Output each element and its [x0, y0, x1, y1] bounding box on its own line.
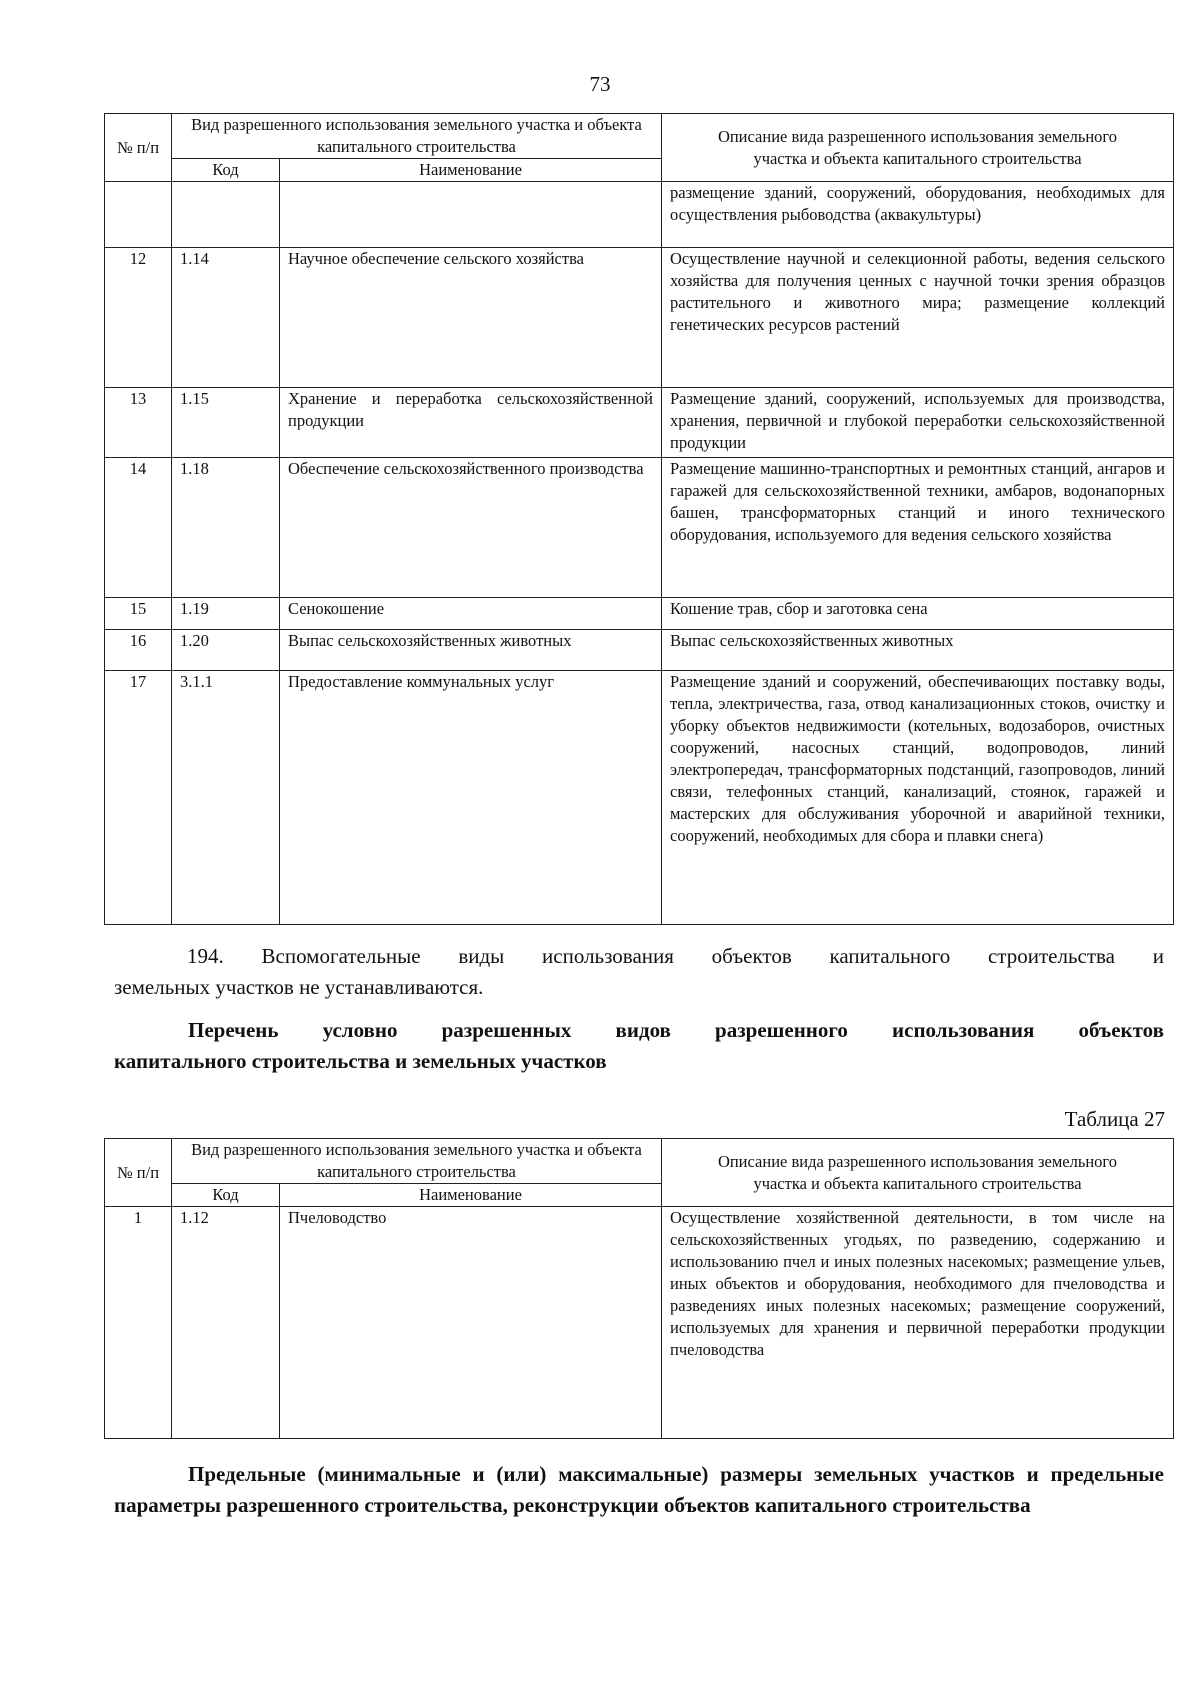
row-number: 1	[105, 1207, 172, 1439]
row-description: Кошение трав, сбор и заготовка сена	[662, 598, 1174, 630]
row-number: 16	[105, 630, 172, 671]
row-code	[172, 182, 280, 248]
row-description: Осуществление научной и селекционной работы, ведения сельского хозяйства для получения ценных с научной точки зрения образцов растительного и животного мира; размещение коллекций генетических ресурсов растений	[662, 248, 1174, 388]
row-name: Предоставление коммунальных услуг	[280, 671, 662, 925]
row-number: 12	[105, 248, 172, 388]
table-row	[105, 388, 1174, 458]
row-name: Хранение и переработка сельскохозяйственной продукции	[280, 388, 662, 458]
row-number: 17	[105, 671, 172, 925]
table-row	[105, 598, 1174, 630]
header-num: № п/п	[105, 1139, 172, 1207]
row-description: Осуществление хозяйственной деятельности, в том числе на сельскохозяйственных угодьях, по разведению, содержанию и использованию пчел и иных полезных насекомых; размещение ульев, иных объектов и оборудования, необходимого для пчеловодства и разведениях иных полезных насекомых; размещение сооружений, используемых для хранения и первичной переработки продукции пчеловодства	[662, 1207, 1174, 1439]
header-num: № п/п	[105, 114, 172, 182]
row-code: 1.18	[172, 458, 280, 598]
row-code: 1.19	[172, 598, 280, 630]
header-name: Наименование	[280, 159, 662, 182]
row-number: 14	[105, 458, 172, 598]
table-caption: Таблица 27	[1064, 1107, 1165, 1131]
page-number: 73	[589, 72, 611, 96]
row-description: размещение зданий, сооружений, оборудования, необходимых для осуществления рыбоводства (аквакультуры)	[662, 182, 1174, 248]
header-desc: Описание вида разрешенного использования земельного участка и объекта капитального строительства	[662, 114, 1174, 182]
header-vid: Вид разрешенного использования земельного участка и объекта капитального строительства	[172, 1139, 662, 1184]
row-number: 13	[105, 388, 172, 458]
table-row	[105, 671, 1174, 925]
row-code: 3.1.1	[172, 671, 280, 925]
row-description: Размещение машинно-транспортных и ремонтных станций, ангаров и гаражей для сельскохозяйственной техники, амбаров, водонапорных башен, трансформаторных станций и иного технического оборудования, используемого для ведения сельского хозяйства	[662, 458, 1174, 598]
row-name: Сенокошение	[280, 598, 662, 630]
heading-limits: Предельные (минимальные и (или) максимальные) размеры земельных участков и предельные параметры разрешенного строительства, реконструкции объектов капитального строительства	[114, 1462, 1164, 1517]
row-name: Научное обеспечение сельского хозяйства	[280, 248, 662, 388]
row-name	[280, 182, 662, 248]
conditional-uses-table	[104, 1138, 1174, 1439]
table-row	[105, 1207, 1174, 1439]
header-desc: Описание вида разрешенного использования земельного участка и объекта капитального строительства	[662, 1139, 1174, 1207]
row-description: Размещение зданий и сооружений, обеспечивающих поставку воды, тепла, электричества, газа, отвод канализационных стоков, очистку и уборку объектов недвижимости (котельных, водозаборов, очистных сооружений, насосных станций, водопроводов, линий электропередач, трансформаторных подстанций, газопроводов, линий связи, телефонных станций, канализаций, стоянок, гаражей и мастерских для обслуживания уборочной и аварийной техники, сооружений, необходимых для сбора и плавки снега)	[662, 671, 1174, 925]
table-row	[105, 630, 1174, 671]
permitted-uses-table	[104, 113, 1174, 925]
header-name: Наименование	[280, 1184, 662, 1207]
row-name: Обеспечение сельскохозяйственного производства	[280, 458, 662, 598]
row-name: Выпас сельскохозяйственных животных	[280, 630, 662, 671]
header-kod: Код	[172, 1184, 280, 1207]
row-code: 1.14	[172, 248, 280, 388]
heading-conditional-uses: Перечень условно разрешенных видов разрешенного использования объектов капитального строительства и земельных участков	[114, 1018, 1164, 1073]
row-description: Размещение зданий, сооружений, используемых для производства, хранения, первичной и глубокой переработки сельскохозяйственной продукции	[662, 388, 1174, 458]
row-code: 1.20	[172, 630, 280, 671]
row-code: 1.12	[172, 1207, 280, 1439]
row-description: Выпас сельскохозяйственных животных	[662, 630, 1174, 671]
table-row	[105, 182, 1174, 248]
row-code: 1.15	[172, 388, 280, 458]
header-kod: Код	[172, 159, 280, 182]
row-number: 15	[105, 598, 172, 630]
table-row	[105, 248, 1174, 388]
row-number	[105, 182, 172, 248]
header-vid: Вид разрешенного использования земельного участка и объекта капитального строительства	[172, 114, 662, 159]
table-row	[105, 458, 1174, 598]
row-name: Пчеловодство	[280, 1207, 662, 1439]
paragraph-194: 194. Вспомогательные виды использования объектов капитального строительства и земельных участков не устанавливаются.	[114, 944, 1164, 999]
